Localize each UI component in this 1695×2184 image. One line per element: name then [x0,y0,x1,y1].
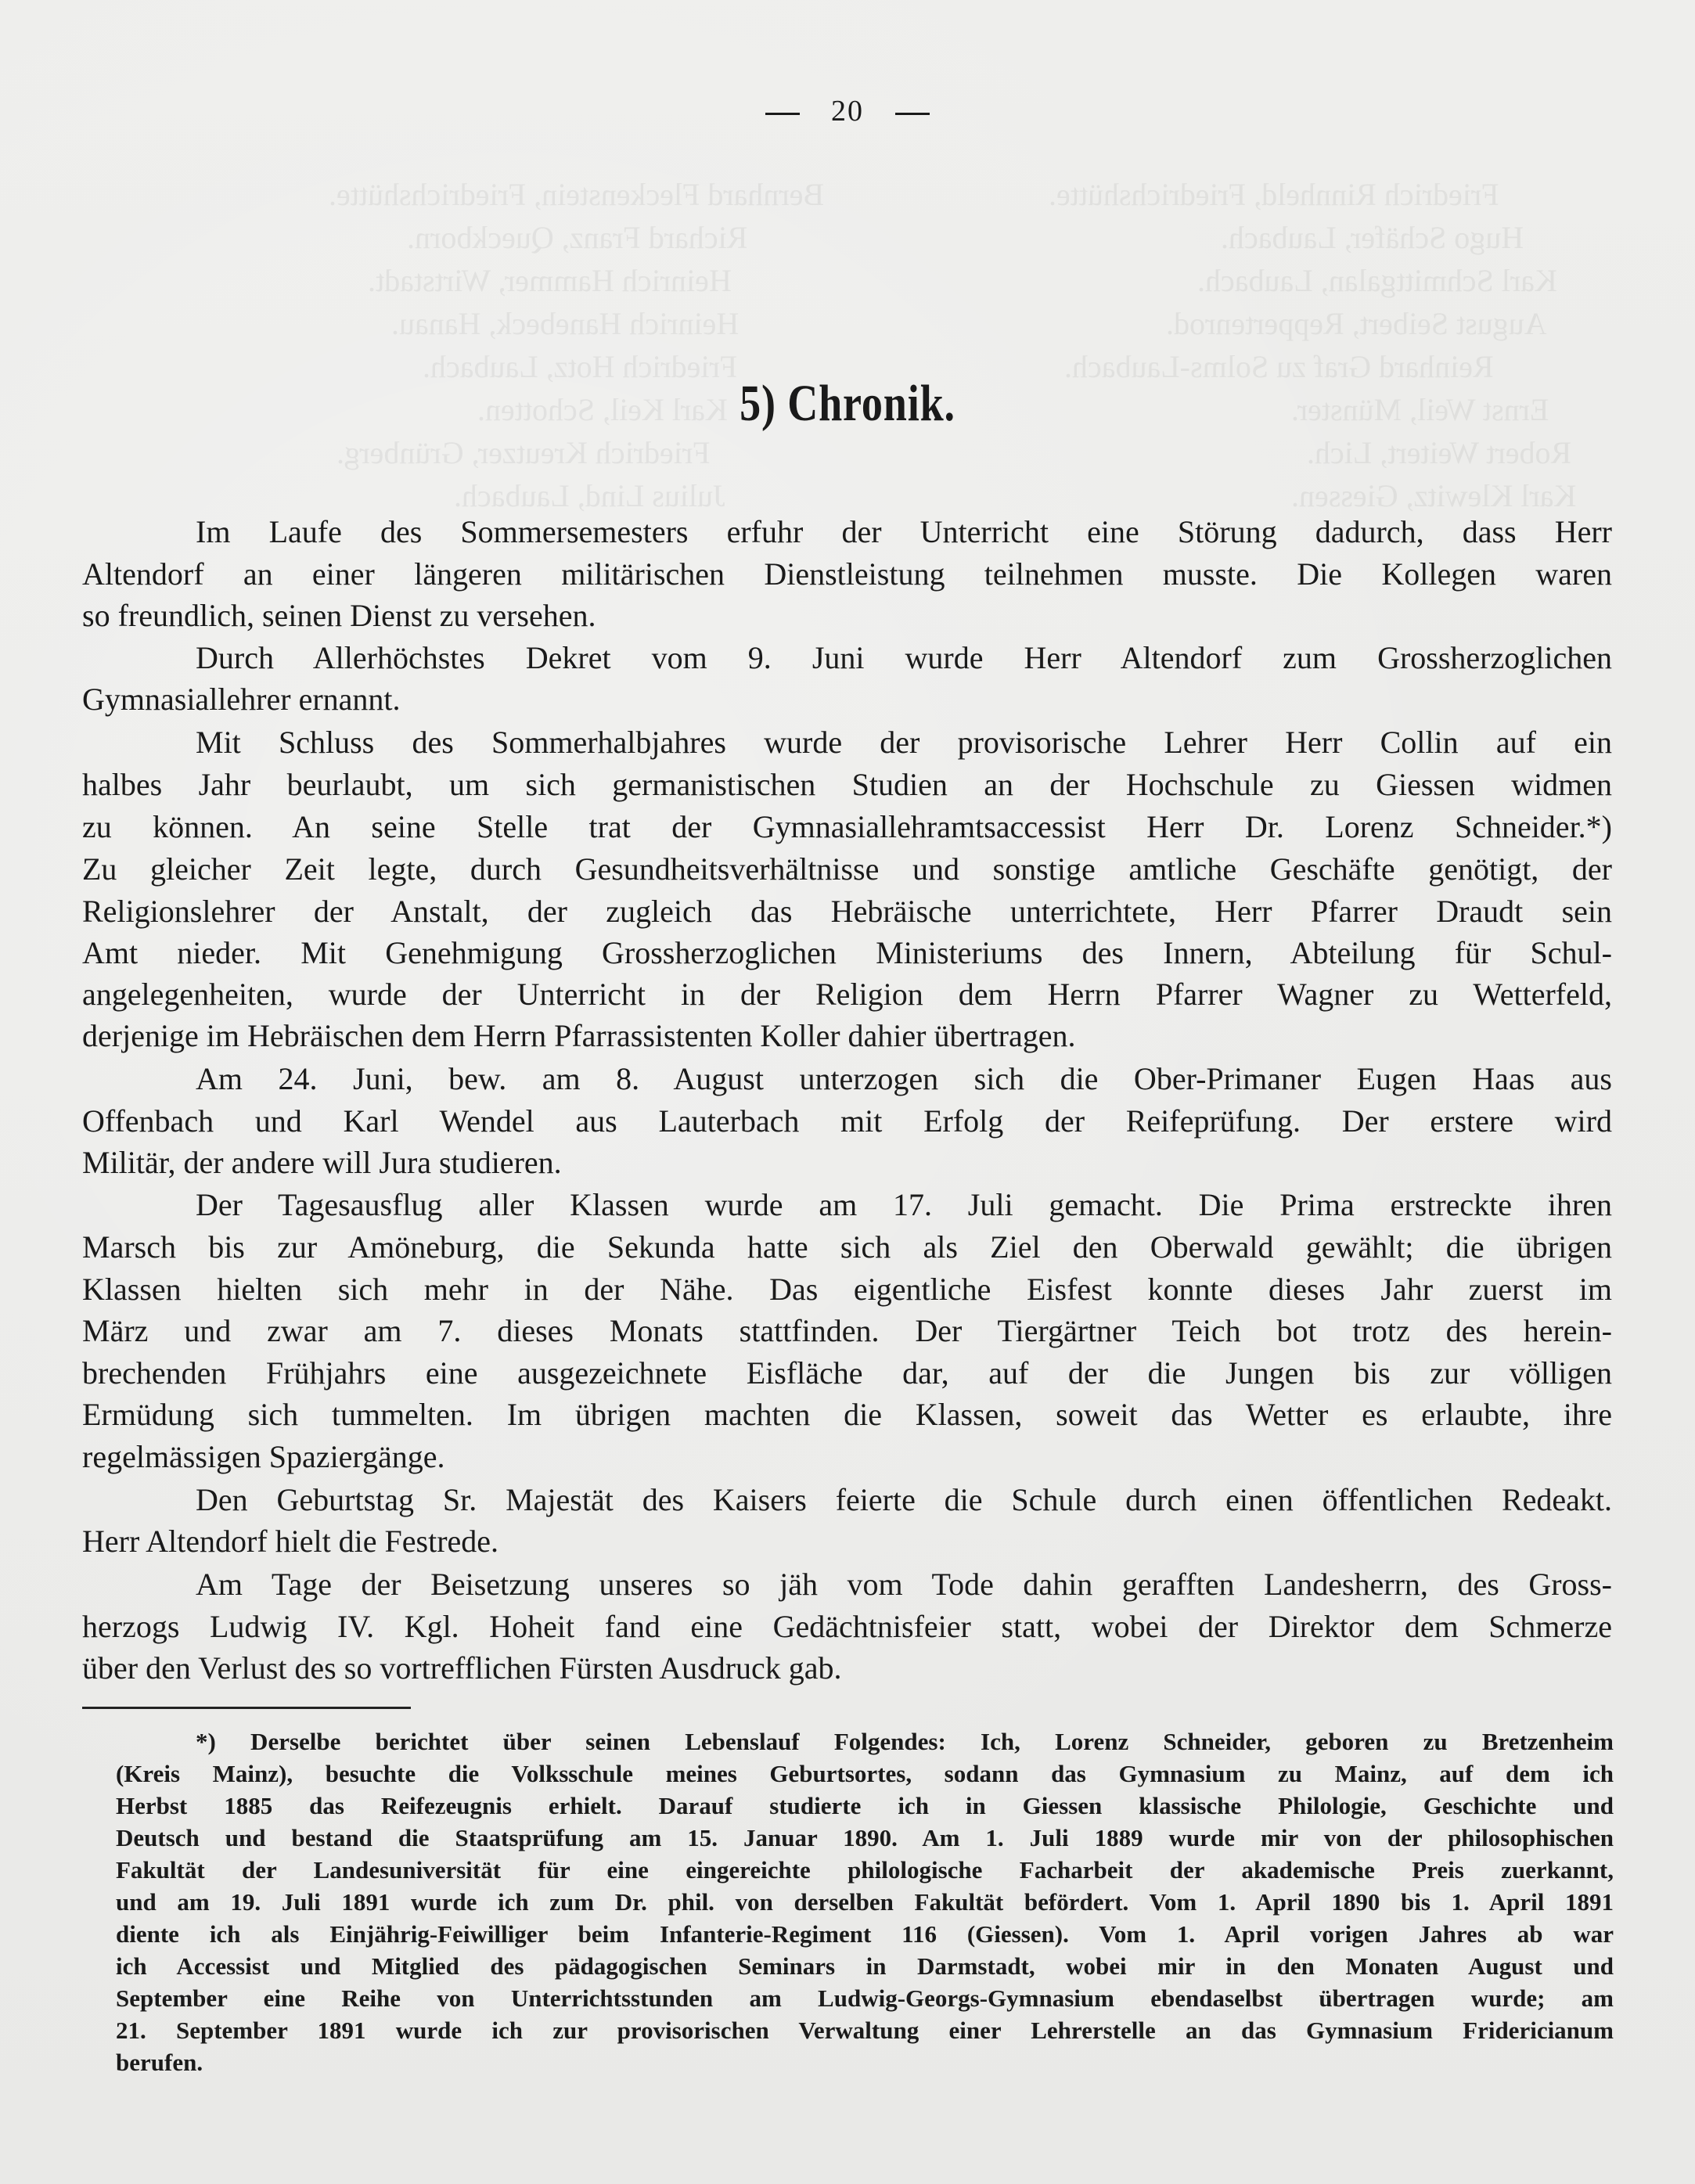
body-line: Herr Altendorf hielt die Festrede. [82,1524,499,1559]
section-title: 5) Chronik. [740,375,955,432]
body-line: Durch Allerhöchstes Dekret vom 9. Juni wurde Herr Altendorf zum Grossherzoglichen [196,640,1612,675]
body-line: Klassen hielten sich mehr in der Nähe. Das eigentliche Eisfest konnte dieses Jahr zuerst im [82,1272,1612,1307]
page-number-value: 20 [831,95,864,128]
bleed-through-line: Hugo Schäfer, Laubach. [1221,220,1524,255]
bleed-through-line: Friedrich Hotz, Laubach. [423,349,738,384]
footnote-line: diente ich als Einjährig-Feiwilliger beim Infanterie-Regiment 116 (Giessen). Vom 1. April vorigen Jahres ab war [116,1920,1614,1948]
footnote-line: Herbst 1885 das Reifezeugnis erhielt. Darauf studierte ich in Giessen klassische Philologie, Geschichte und [116,1792,1614,1819]
body-line: halbes Jahr beurlaubt, um sich germanistischen Studien an der Hochschule zu Giessen widmen [82,767,1612,802]
footnote-line: ich Accessist und Mitglied des pädagogischen Seminars in Darmstadt, wobei mir in den Monaten August und [116,1952,1614,1980]
body-line: zu können. An seine Stelle trat der Gymnasiallehramtsaccessist Herr Dr. Lorenz Schneider.*) [82,809,1612,844]
bleed-through-line: Richard Franz, Queckborn. [407,220,748,255]
footnote-line: berufen. [116,2049,203,2076]
body-line: Ermüdung sich tummelten. Im übrigen machten die Klassen, soweit das Wetter es erlaubte, ihre [82,1397,1612,1432]
body-line: März und zwar am 7. dieses Monats stattfinden. Der Tiergärtner Teich bot trotz des herein- [82,1313,1612,1348]
body-line: Im Laufe des Sommersemesters erfuhr der Unterricht eine Störung dadurch, dass Herr [196,514,1612,549]
bleed-through-line: Friedrich Kreutzer, Grünberg. [336,435,711,470]
footnote-line: 21. September 1891 wurde ich zur provisorischen Verwaltung einer Lehrerstelle an das Gymnasium Fridericianum [116,2017,1614,2044]
body-line: Zu gleicher Zeit legte, durch Gesundheitsverhältnisse und sonstige amtliche Geschäfte genötigt, der [82,851,1612,887]
page-number [0,94,1695,128]
body-line: Religionslehrer der Anstalt, der zugleich das Hebräische unterrichtete, Herr Pfarrer Draudt sein [82,894,1612,929]
body-line: Mit Schluss des Sommerhalbjahres wurde der provisorische Lehrer Herr Collin auf ein [196,725,1612,760]
footnote-line: Deutsch und bestand die Staatsprüfung am 15. Januar 1890. Am 1. Juli 1889 wurde mir von der philosophischen [116,1824,1614,1851]
footnote-separator-rule [82,1707,411,1709]
bleed-through-line: Karl Klewitz, Giessen. [1291,478,1577,513]
body-line: herzogs Ludwig IV. Kgl. Hoheit fand eine Gedächtnisfeier statt, wobei der Direktor dem Schmerze [82,1609,1612,1644]
bleed-through-line: Bernhard Fleckenstein, Friedrichshütte. [329,177,825,212]
body-line: Offenbach und Karl Wendel aus Lauterbach mit Erfolg der Reifeprüfung. Der erstere wird [82,1103,1612,1139]
footnote-line: *) Derselbe berichtet über seinen Lebenslauf Folgendes: Ich, Lorenz Schneider, geboren zu Bretzenheim [196,1728,1614,1755]
body-line: Altendorf an einer längeren militärischen Dienstleistung teilnehmen musste. Die Kollegen waren [82,556,1612,592]
body-line: Militär, der andere will Jura studieren. [82,1145,562,1180]
bleed-through-line: Karl Keil, Schotten. [477,392,728,427]
footnote-line: Fakultät der Landesuniversität für eine eingereichte philologische Facharbeit der akademische Preis zuerkannt, [116,1856,1614,1884]
body-line: Den Geburtstag Sr. Majestät des Kaisers feierte die Schule durch einen öffentlichen Redeakt. [196,1482,1612,1517]
body-line: so freundlich, seinen Dienst zu versehen. [82,598,596,633]
bleed-through-line: Heinrich Hanebeck, Hanau. [391,306,740,341]
bleed-through-line: Friedrich Rinnheld, Friedrichshütte. [1049,177,1499,212]
dash-right [895,113,930,115]
bleed-through-line: Robert Weitert, Lich. [1307,435,1572,470]
body-line: über den Verlust des so vortrefflichen Fürsten Ausdruck gab. [82,1650,842,1686]
body-line: Der Tagesausflug aller Klassen wurde am 17. Juli gemacht. Die Prima erstreckte ihren [196,1187,1612,1222]
dash-left [765,113,800,115]
bleed-through-line: Heinrich Hammer, Wirtstadt. [368,263,732,298]
bleed-through-line: Ernst Weil, Münster. [1291,392,1549,427]
body-line: Am 24. Juni, bew. am 8. August unterzogen sich die Ober-Primaner Eugen Haas aus [196,1061,1612,1096]
bleed-through-line: Reinhard Graf zu Solms-Laubach. [1064,349,1494,384]
body-line: Gymnasiallehrer ernannt. [82,682,401,717]
body-line: regelmässigen Spaziergänge. [82,1439,445,1474]
bleed-through-line: Karl Schmittgalan, Laubach. [1197,263,1557,298]
body-line: derjenige im Hebräischen dem Herrn Pfarrassistenten Koller dahier übertragen. [82,1018,1076,1053]
bleed-through-line: August Seibert, Reppertenrod. [1166,306,1547,341]
body-line: brechenden Frühjahrs eine ausgezeichnete Eisfläche dar, auf der die Jungen bis zur völligen [82,1355,1612,1391]
footnote-line: September eine Reihe von Unterrichtsstunden am Ludwig-Georgs-Gymnasium ebendaselbst übertragen wurde; am [116,1984,1614,2012]
body-line: angelegenheiten, wurde der Unterricht in der Religion dem Herrn Pfarrer Wagner zu Wetterfeld, [82,977,1612,1012]
body-line: Amt nieder. Mit Genehmigung Grossherzoglichen Ministeriums des Innern, Abteilung für Schul- [82,935,1612,970]
body-line: Marsch bis zur Amöneburg, die Sekunda hatte sich als Ziel den Oberwald gewählt; die übrigen [82,1229,1612,1265]
footnote-line: und am 19. Juli 1891 wurde ich zum Dr. phil. von derselben Fakultät befördert. Vom 1. April 1890 bis 1. April 1891 [116,1888,1614,1916]
footnote-line: (Kreis Mainz), besuchte die Volksschule meines Geburtsortes, sodann das Gymnasium zu Mainz, auf dem ich [116,1760,1614,1787]
body-line: Am Tage der Beisetzung unseres so jäh vom Tode dahin gerafften Landesherrn, des Gross- [196,1567,1612,1602]
bleed-through-line: Julius Lind, Laubach. [454,478,725,513]
